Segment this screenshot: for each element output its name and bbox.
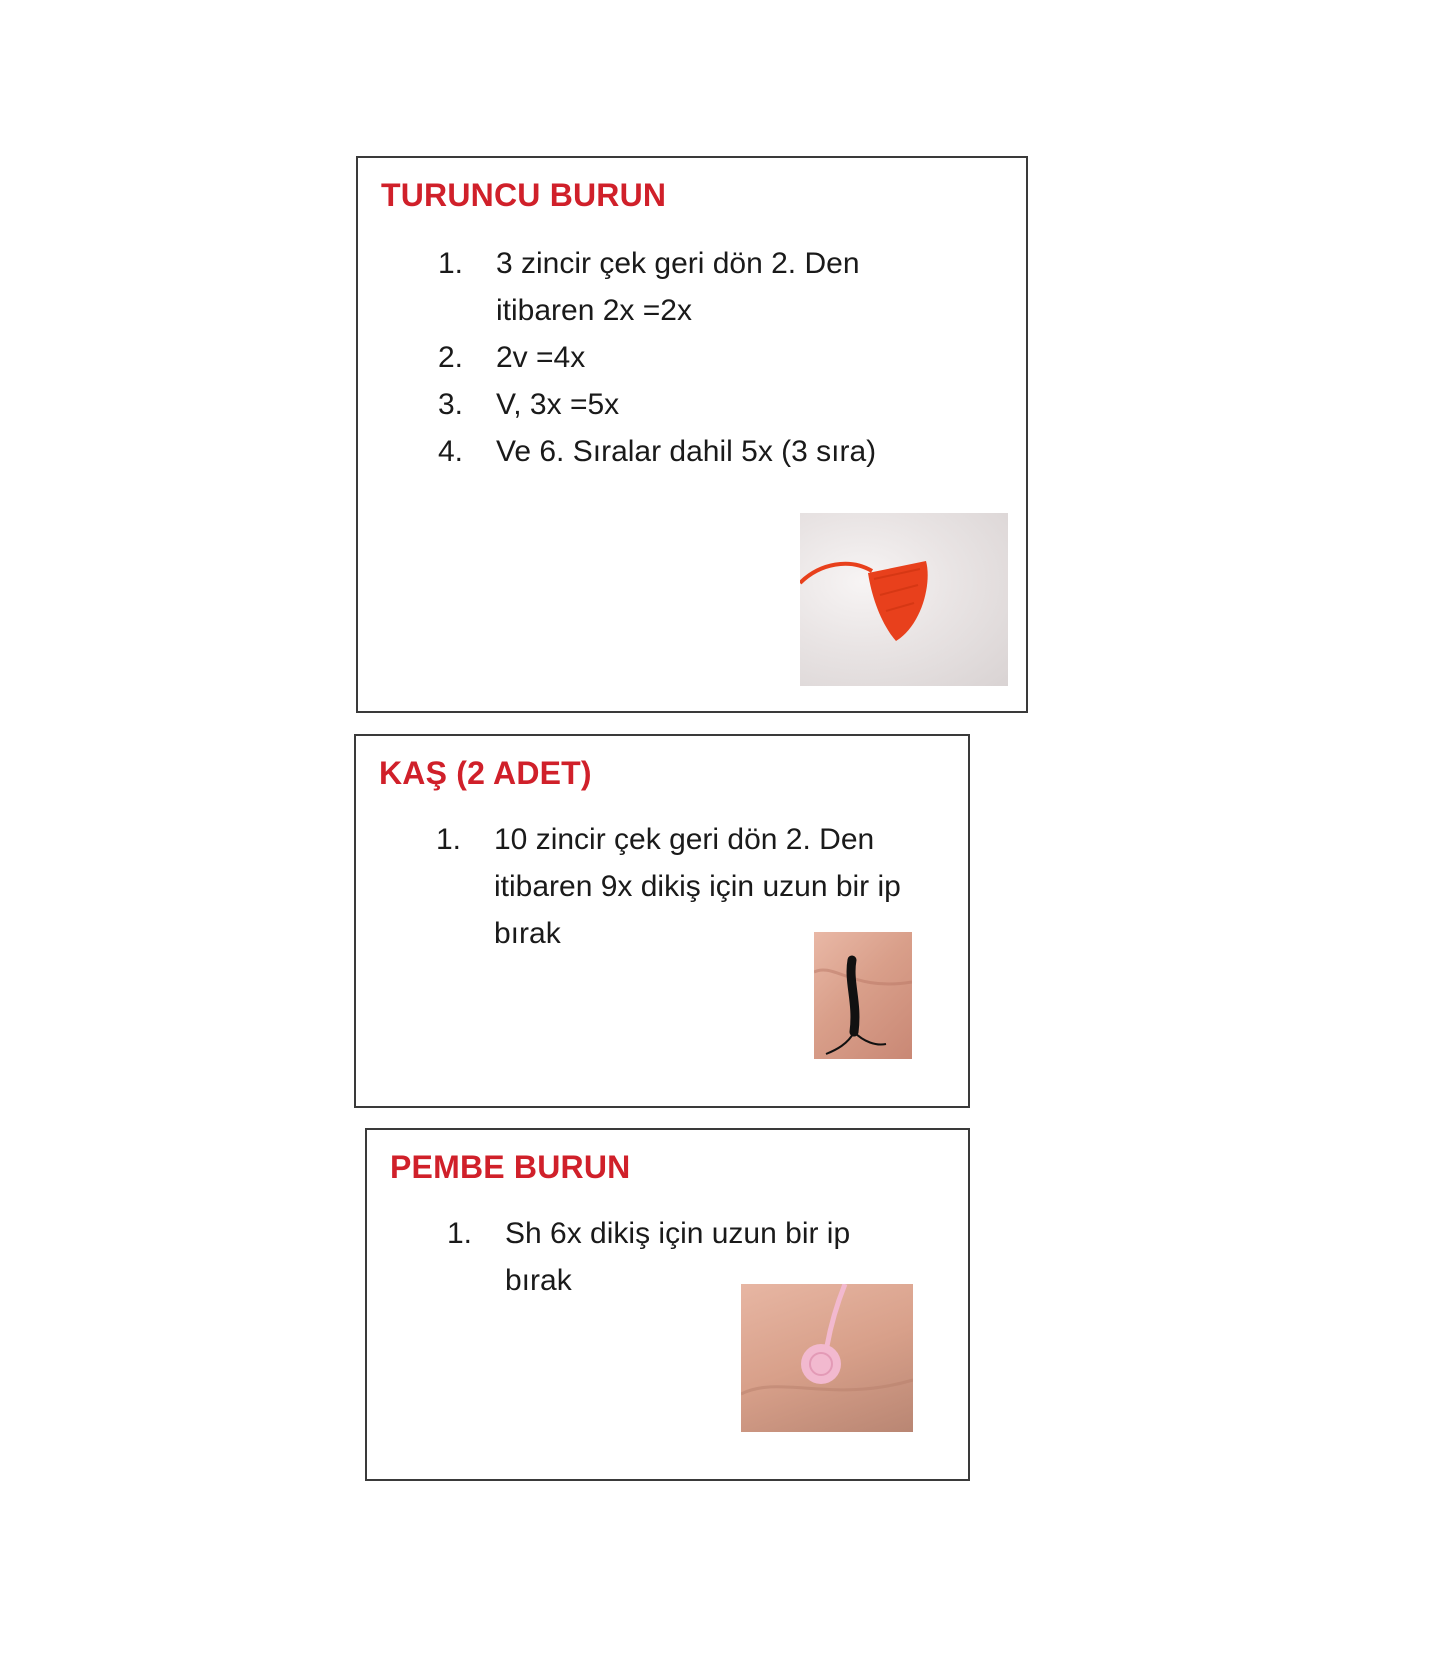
step-number: 1. xyxy=(438,247,464,280)
step-text: 2v =4x xyxy=(496,341,586,374)
pink-crochet-nose-icon xyxy=(741,1284,913,1432)
step-number: 4. xyxy=(438,435,464,468)
section-title: PEMBE BURUN xyxy=(390,1149,631,1185)
section-title: TURUNCU BURUN xyxy=(381,177,667,213)
orange-crochet-nose-photo xyxy=(800,513,1008,686)
orange-crochet-nose-icon xyxy=(800,513,1008,686)
section-card-pink-nose xyxy=(365,1128,970,1481)
section-card-eyebrow xyxy=(354,734,970,1108)
step-list xyxy=(438,240,918,475)
section-title: KAŞ (2 ADET) xyxy=(379,755,592,791)
step-item xyxy=(438,428,918,475)
step-number: 2. xyxy=(438,341,464,374)
black-crochet-eyebrow-icon xyxy=(814,932,912,1059)
step-number: 3. xyxy=(438,388,464,421)
step-item xyxy=(438,240,918,334)
step-text: V, 3x =5x xyxy=(496,388,620,421)
step-item xyxy=(438,381,918,428)
step-number: 1. xyxy=(447,1217,473,1250)
step-item xyxy=(438,334,918,381)
section-card-orange-nose xyxy=(356,156,1028,713)
step-text: Sh 6x dikiş için uzun bir ip bırak xyxy=(505,1217,851,1297)
step-text: 10 zincir çek geri dön 2. Den itibaren 9x dikiş için uzun bir ip bırak xyxy=(494,823,901,950)
pink-crochet-nose-photo xyxy=(741,1284,913,1432)
black-crochet-eyebrow-photo xyxy=(814,932,912,1059)
step-number: 1. xyxy=(436,823,462,856)
step-text: Ve 6. Sıralar dahil 5x (3 sıra) xyxy=(496,435,877,468)
step-text: 3 zincir çek geri dön 2. Den itibaren 2x =2x xyxy=(496,247,860,327)
